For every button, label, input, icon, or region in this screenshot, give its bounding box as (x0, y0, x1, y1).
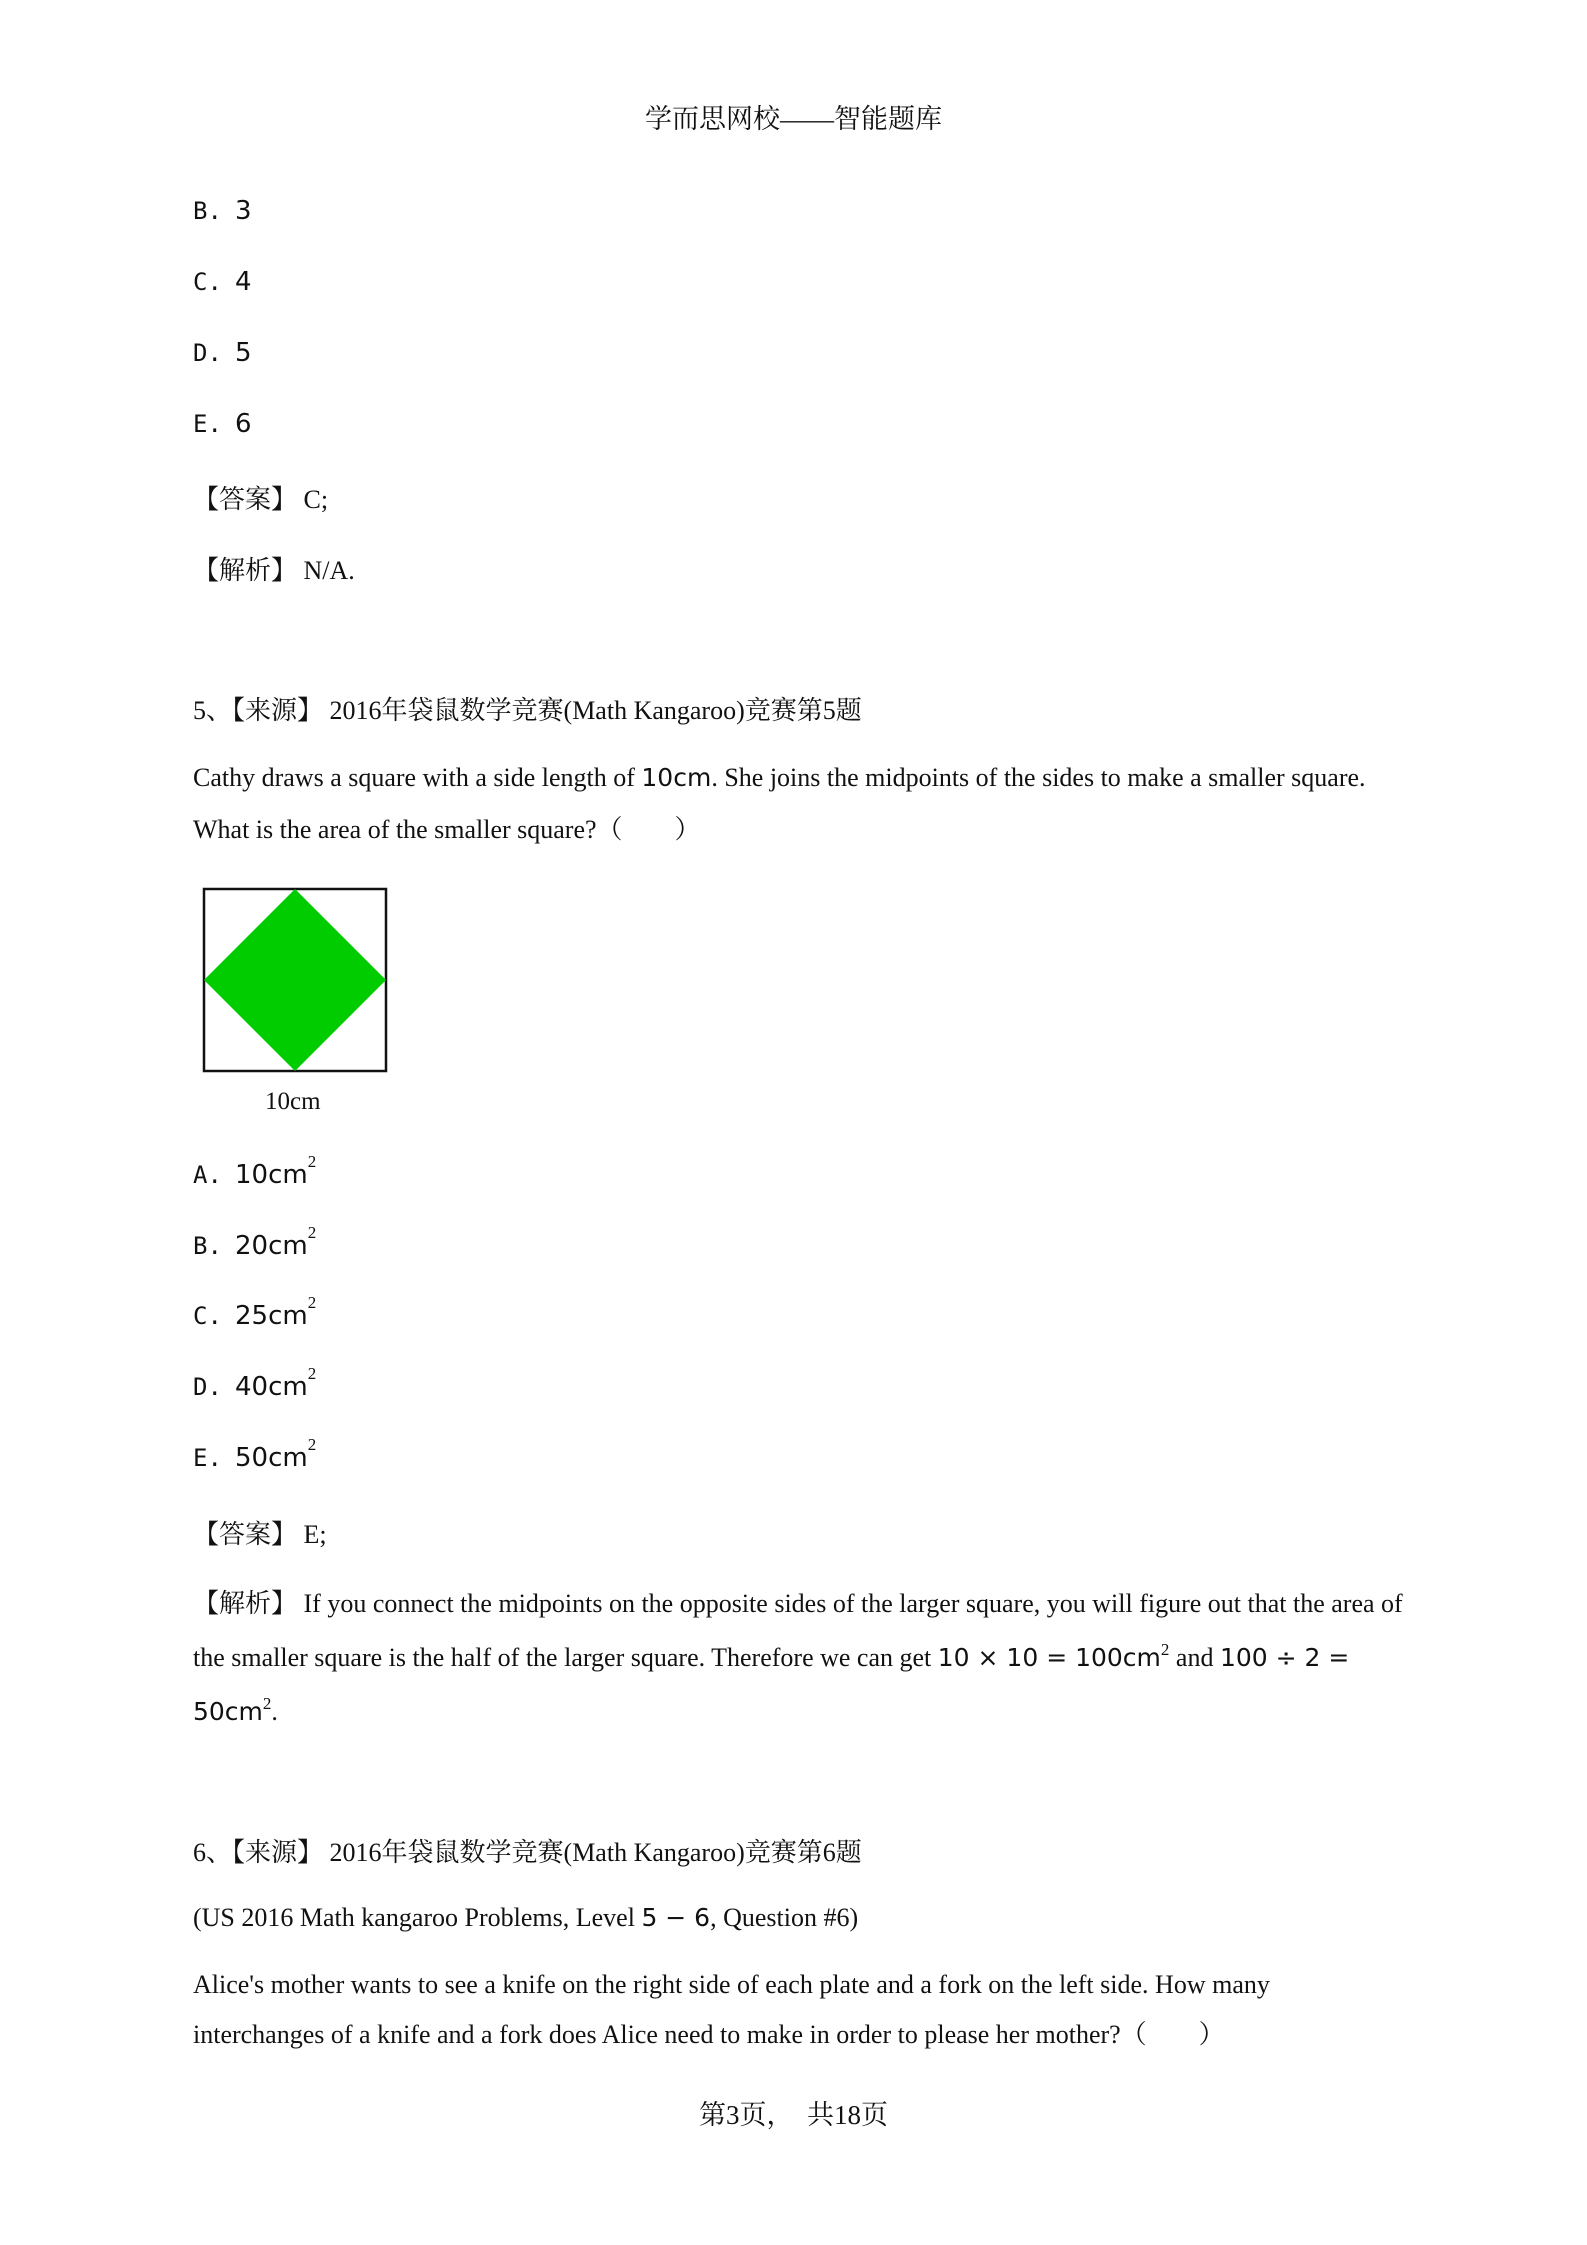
q5-analysis (193, 1577, 1403, 1739)
level-range: 5 − 6 (641, 1903, 711, 1932)
q5-source-line (193, 690, 862, 727)
option-value: 20cm (235, 1231, 308, 1261)
option-letter: E. (193, 410, 222, 438)
analysis-text: If you connect the midpoints on the opposite sides of the larger square, you will figure out that the area of the smaller square is the half of the larger square. Therefore we can get (193, 1589, 1403, 1672)
exponent: 2 (307, 1293, 317, 1312)
option-value: 50cm (235, 1443, 308, 1473)
option-letter: C. (193, 268, 222, 296)
q6-question-text: Alice's mother wants to see a knife on the right side of each plate and a fork on the left side. How many interchanges of a knife and a fork does Alice need to make in order to please her mother?（ ） (193, 1970, 1270, 2049)
q6-reference (193, 1903, 858, 1933)
analysis-text: and (1169, 1643, 1220, 1672)
analysis-label: 【解析】 (193, 556, 298, 585)
question-text-part: . She joins the midpoints of the sides to make a smaller square. What is the area of the smaller square?（ ） (193, 763, 1366, 844)
source-text: 2016年袋鼠数学竞赛(Math Kangaroo)竞赛第5题 (329, 696, 862, 725)
answer-value: C; (303, 485, 329, 514)
option-value: 3 (235, 196, 252, 226)
option-letter: B. (193, 1232, 222, 1260)
square-figure (202, 887, 392, 1077)
q5-question-text (193, 752, 1403, 856)
option-letter: D. (193, 1373, 222, 1401)
source-label: 【来源】 (232, 1838, 324, 1867)
q4-option-c (193, 267, 252, 297)
option-value: 5 (235, 338, 252, 368)
reference-text: (US 2016 Math kangaroo Problems, Level (193, 1903, 642, 1932)
option-value: 6 (235, 409, 252, 439)
q4-answer (193, 479, 328, 516)
option-letter: B. (193, 197, 222, 225)
page-footer: 第3页， 共18页 (699, 2100, 888, 2130)
source-text: 2016年袋鼠数学竞赛(Math Kangaroo)竞赛第6题 (329, 1838, 862, 1867)
q5-option-a (193, 1152, 317, 1190)
exponent: 2 (307, 1435, 317, 1454)
option-value: 25cm (235, 1301, 308, 1331)
analysis-text: N/A. (303, 556, 355, 585)
q5-answer (193, 1514, 327, 1551)
option-letter: A. (193, 1161, 222, 1189)
exponent: 2 (307, 1364, 317, 1383)
q4-option-e (193, 409, 252, 439)
analysis-math: 100 ÷ 2 = 50cm (193, 1643, 1350, 1726)
reference-text: , Question #6) (710, 1903, 859, 1932)
figure-side-label: 10cm (265, 1088, 321, 1115)
answer-label: 【答案】 (193, 1520, 298, 1549)
answer-value: E; (303, 1520, 327, 1549)
option-letter: C. (193, 1302, 222, 1330)
option-letter: E. (193, 1444, 222, 1472)
analysis-label: 【解析】 (193, 1589, 298, 1618)
question-number: 6、 (193, 1838, 233, 1867)
exponent: 2 (1160, 1640, 1170, 1659)
exponent: 2 (262, 1694, 272, 1713)
option-value: 10cm (235, 1160, 308, 1190)
option-letter: D. (193, 339, 222, 367)
source-label: 【来源】 (232, 696, 324, 725)
q5-option-b (193, 1223, 317, 1261)
q6-source-line (193, 1832, 862, 1869)
option-value: 4 (235, 267, 252, 297)
question-text-part: Cathy draws a square with a side length of (193, 763, 642, 792)
q5-option-c (193, 1293, 317, 1331)
question-number: 5、 (193, 696, 233, 725)
exponent: 2 (307, 1223, 317, 1242)
option-value: 40cm (235, 1372, 308, 1402)
page-header: 学而思网校——智能题库 (645, 104, 942, 134)
q4-option-b (193, 196, 252, 226)
q5-option-d (193, 1364, 317, 1402)
q4-option-d (193, 338, 252, 368)
analysis-math: 10 × 10 = 100cm (937, 1643, 1161, 1672)
analysis-text: . (271, 1697, 278, 1726)
q4-analysis (193, 550, 355, 587)
side-length: 10cm (641, 763, 712, 792)
q5-option-e (193, 1435, 317, 1473)
answer-label: 【答案】 (193, 485, 298, 514)
exponent: 2 (307, 1152, 317, 1171)
